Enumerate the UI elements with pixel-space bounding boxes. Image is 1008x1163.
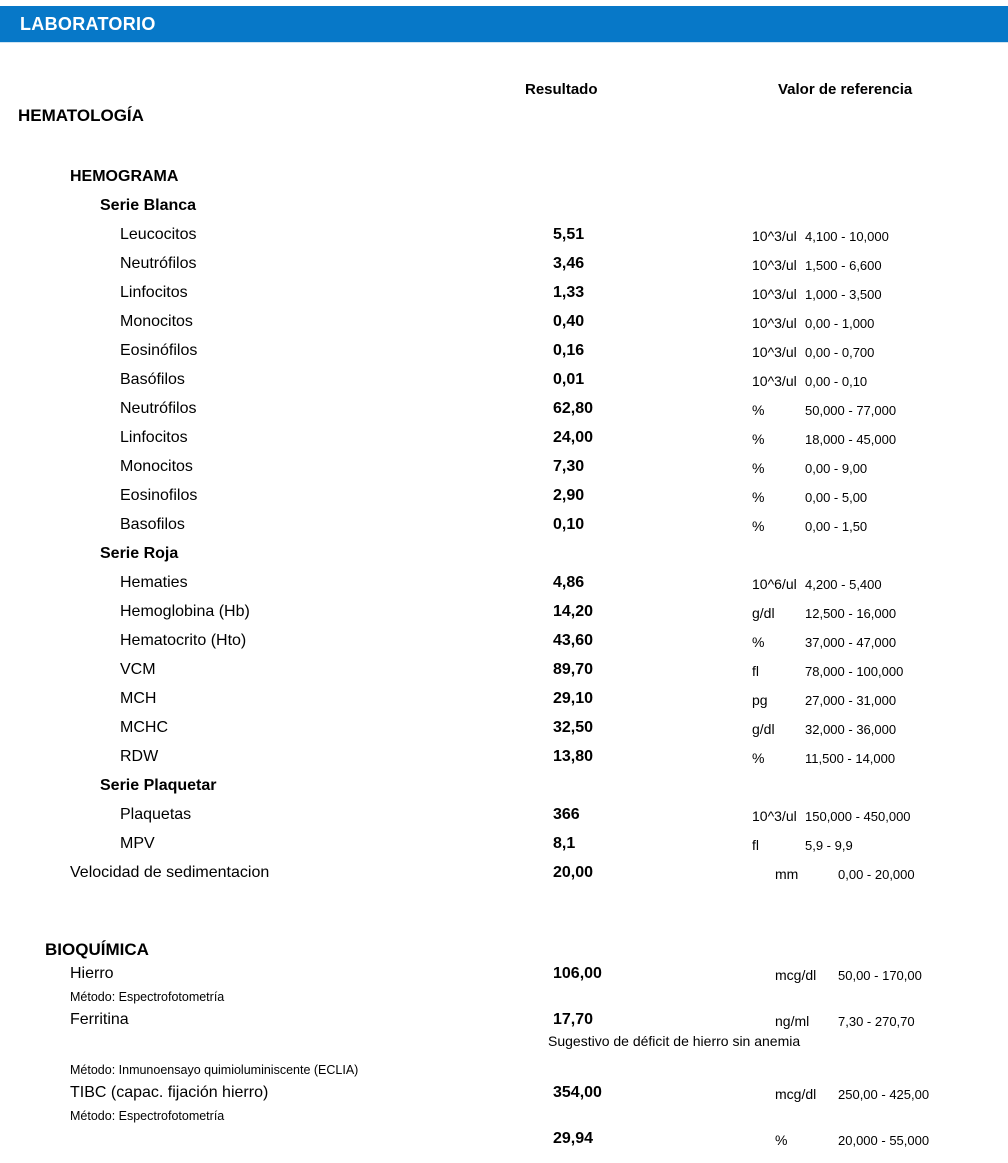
method-note: Método: Espectrofotometría	[70, 1109, 225, 1123]
reference-range: 1,000 - 3,500	[805, 287, 882, 302]
column-header-reference: Valor de referencia	[778, 81, 913, 98]
test-row	[0, 806, 1008, 835]
section-title: HEMATOLOGÍA	[18, 106, 144, 125]
unit-label: %	[775, 1132, 788, 1148]
test-name: Basófilos	[120, 371, 185, 388]
test-row	[0, 342, 1008, 371]
result-value: 366	[553, 806, 580, 823]
test-row	[0, 255, 1008, 284]
bioresult-row	[0, 1130, 1008, 1150]
test-row	[0, 313, 1008, 342]
unit-label: mcg/dl	[775, 967, 817, 983]
reference-range: 5,9 - 9,9	[805, 838, 853, 853]
reference-range: 50,000 - 77,000	[805, 403, 897, 418]
biotest-row	[0, 1011, 1008, 1033]
section-row	[0, 940, 1008, 962]
reference-range: 1,500 - 6,600	[805, 258, 882, 273]
reference-range: 250,00 - 425,00	[838, 1087, 930, 1102]
reference-range: 0,00 - 1,50	[805, 519, 868, 534]
test-name: Monocitos	[120, 313, 193, 330]
reference-range: 37,000 - 47,000	[805, 635, 897, 650]
unit-label: mcg/dl	[775, 1086, 817, 1102]
method-row	[0, 1106, 1008, 1130]
test-name: Leucocitos	[120, 226, 197, 243]
reference-range: 12,500 - 16,000	[805, 606, 897, 621]
unit-label: %	[752, 460, 765, 476]
unit-label: 10^3/ul	[752, 228, 797, 244]
column-headers	[0, 81, 1008, 101]
reference-range: 18,000 - 45,000	[805, 432, 897, 447]
unit-label: pg	[752, 692, 768, 708]
test-name: Hematies	[120, 574, 188, 591]
test-row	[0, 661, 1008, 690]
subsection-title: HEMOGRAMA	[70, 168, 179, 185]
test-row	[0, 516, 1008, 545]
unit-label: 10^3/ul	[752, 344, 797, 360]
reference-range: 78,000 - 100,000	[805, 664, 904, 679]
reference-range: 7,30 - 270,70	[838, 1014, 915, 1029]
reference-range: 4,200 - 5,400	[805, 577, 882, 592]
reference-range: 0,00 - 0,10	[805, 374, 868, 389]
test-row	[0, 458, 1008, 487]
unit-label: %	[752, 489, 765, 505]
test-name: MPV	[120, 835, 155, 852]
unit-label: %	[752, 431, 765, 447]
result-value: 43,60	[553, 632, 594, 649]
unit-label: 10^3/ul	[752, 257, 797, 273]
reference-range: 11,500 - 14,000	[805, 751, 896, 766]
test-row	[0, 835, 1008, 864]
method-note: Método: Inmunoensayo quimioluminiscente (ECLIA)	[70, 1063, 359, 1077]
result-note: Sugestivo de déficit de hierro sin anemia	[548, 1033, 801, 1049]
result-value: 5,51	[553, 226, 585, 243]
unit-label: %	[752, 518, 765, 534]
test-row	[0, 371, 1008, 400]
reference-range: 0,00 - 0,700	[805, 345, 875, 360]
result-value: 2,90	[553, 487, 585, 504]
reference-range: 32,000 - 36,000	[805, 722, 897, 737]
unit-label: %	[752, 402, 765, 418]
unit-label: g/dl	[752, 721, 775, 737]
section-row	[0, 106, 1008, 126]
group-row	[0, 197, 1008, 226]
group-title: Serie Blanca	[100, 197, 197, 214]
column-header-result: Resultado	[525, 81, 598, 98]
result-value: 17,70	[553, 1011, 594, 1028]
group-row	[0, 777, 1008, 806]
result-value: 32,50	[553, 719, 594, 736]
result-value: 13,80	[553, 748, 594, 765]
reference-range: 0,00 - 5,00	[805, 490, 868, 505]
method-row	[0, 987, 1008, 1011]
unit-label: 10^6/ul	[752, 576, 797, 592]
method-note: Método: Espectrofotometría	[70, 990, 225, 1004]
result-value: 354,00	[553, 1084, 602, 1101]
unit-label: %	[752, 634, 765, 650]
result-value: 89,70	[553, 661, 594, 678]
unit-label: g/dl	[752, 605, 775, 621]
group-title: Serie Roja	[100, 545, 179, 562]
test-name: TIBC (capac. fijación hierro)	[70, 1084, 269, 1101]
result-value: 1,33	[553, 284, 585, 301]
test-name: Eosinófilos	[120, 342, 198, 359]
test-row	[0, 574, 1008, 603]
method-row	[0, 1060, 1008, 1084]
test-name: Hemoglobina (Hb)	[120, 603, 250, 620]
test-name: Plaquetas	[120, 806, 192, 823]
unit-label: 10^3/ul	[752, 808, 797, 824]
test-name: MCH	[120, 690, 157, 707]
unit-label: 10^3/ul	[752, 315, 797, 331]
test-row	[0, 690, 1008, 719]
result-value: 0,40	[553, 313, 585, 330]
group-row	[0, 545, 1008, 574]
unit-label: %	[752, 750, 765, 766]
test-name: Hierro	[70, 965, 114, 982]
result-value: 3,46	[553, 255, 585, 272]
unit-label: fl	[752, 663, 759, 679]
test-row	[0, 429, 1008, 458]
test-row	[0, 400, 1008, 429]
test-name: Neutrófilos	[120, 255, 197, 272]
test-row	[0, 864, 1008, 893]
test-row	[0, 719, 1008, 748]
report-title: LABORATORIO	[20, 13, 156, 34]
result-value: 0,10	[553, 516, 585, 533]
result-value: 29,94	[553, 1130, 594, 1147]
result-value: 20,00	[553, 864, 594, 881]
test-name: Velocidad de sedimentacion	[70, 864, 270, 881]
report-rows	[0, 106, 1008, 1150]
test-row	[0, 632, 1008, 661]
result-value: 62,80	[553, 400, 594, 417]
group-title: Serie Plaquetar	[100, 777, 217, 794]
test-name: Linfocitos	[120, 284, 188, 301]
result-value: 24,00	[553, 429, 594, 446]
result-value: 4,86	[553, 574, 585, 591]
result-value: 7,30	[553, 458, 585, 475]
test-name: Neutrófilos	[120, 400, 197, 417]
reference-range: 27,000 - 31,000	[805, 693, 897, 708]
test-name: Linfocitos	[120, 429, 188, 446]
reference-range: 150,000 - 450,000	[805, 809, 911, 824]
test-name: Hematocrito (Hto)	[120, 632, 247, 649]
unit-label: fl	[752, 837, 759, 853]
reference-range: 0,00 - 9,00	[805, 461, 868, 476]
report-header-bar	[0, 6, 1008, 43]
reference-range: 20,000 - 55,000	[838, 1133, 930, 1148]
test-name: Basofilos	[120, 516, 185, 533]
unit-label: mm	[775, 866, 799, 882]
test-name: Ferritina	[70, 1011, 129, 1028]
reference-range: 50,00 - 170,00	[838, 968, 922, 983]
test-row	[0, 487, 1008, 516]
subsection-row	[0, 168, 1008, 197]
reference-range: 0,00 - 1,000	[805, 316, 875, 331]
test-row	[0, 748, 1008, 777]
unit-label: ng/ml	[775, 1013, 810, 1029]
result-value: 0,01	[553, 371, 585, 388]
test-name: MCHC	[120, 719, 168, 736]
result-value: 29,10	[553, 690, 594, 707]
reference-range: 4,100 - 10,000	[805, 229, 889, 244]
test-name: VCM	[120, 661, 156, 678]
test-row	[0, 284, 1008, 313]
test-row	[0, 603, 1008, 632]
biotest-row	[0, 1084, 1008, 1106]
result-value: 106,00	[553, 965, 602, 982]
unit-label: 10^3/ul	[752, 286, 797, 302]
test-name: RDW	[120, 748, 159, 765]
test-row	[0, 226, 1008, 255]
test-name: Monocitos	[120, 458, 193, 475]
result-value: 14,20	[553, 603, 594, 620]
reference-range: 0,00 - 20,000	[838, 867, 915, 882]
unit-label: 10^3/ul	[752, 373, 797, 389]
section-title: BIOQUÍMICA	[45, 940, 149, 959]
test-name: Eosinofilos	[120, 487, 198, 504]
biotest-row	[0, 965, 1008, 987]
result-value: 8,1	[553, 835, 576, 852]
result-value: 0,16	[553, 342, 585, 359]
note-row	[0, 1033, 1008, 1060]
